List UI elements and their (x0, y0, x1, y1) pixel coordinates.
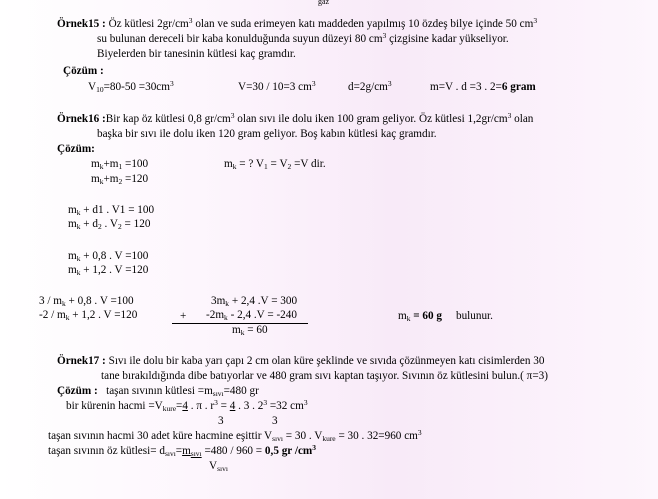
ex15-volume-one: V=30 / 10=3 $cm^3$ (238, 79, 316, 93)
ex16-expr4: $m_k + 1,2$ . V =120 (68, 264, 149, 277)
ex16-final-answer: $m_k = 60$ g bulunur. (398, 310, 493, 323)
ex15-solution-label: Çözüm : (63, 65, 104, 77)
ex15-question-line1: Örnek15 : Öz kütlesi $2gr/cm^3$ olan ve suda erimeyen katı maddeden yapılmış 10 özdeş bilye içinde 50 $cm^3$ (57, 16, 538, 30)
ex17-solution-line4: taşan sıvının öz kütlesi= $d_{sıvı}=m_{sıvı} =480 / 960 = 0,5$ gr $/cm^3$ (48, 443, 317, 458)
ex17-label: Örnek17 : (57, 355, 106, 367)
ex16-eq-line2: $m_k+m_2 =120$ (91, 173, 149, 186)
top-fragment: gaz (318, 0, 330, 6)
ex16-expr1: $m_k + d1$ . V1 = 100 (68, 204, 155, 217)
ex17-solution-line2: bir kürenin hacmi $=V_{kure}=4$ . π . $r^3 = 4$ . 3 . $2^3 =32$ $cm^3$ (66, 398, 308, 413)
ex15-question-line3: Biyelerden bir tanesinin kütlesi kaç gramdır. (97, 48, 296, 60)
ex15-solution-line: $V_{10}=80-50 =30cm^3$ (88, 79, 174, 94)
ex15-question-line2: su bulunan dereceli bir kaba konulduğunda suyun düzeyi 80 $cm^3$ çizgisine kadar yükseliyor. (97, 31, 509, 45)
ex17-solution-line3: taşan sıvının hacmi 30 adet küre hacmine eşittir $V_{sıvı} = 30$ . $V_{kure} = 30$ . 32=960 $cm^3$ (48, 428, 422, 443)
ex17-solution-line1: Çözüm : taşan sıvının kütlesi $=m_{sıvı}=480$ gr (57, 385, 259, 398)
ex16-plus-sign: + (180, 310, 187, 322)
ex16-sum-line2: $-2m_k - 2,4$ .V = -240 (206, 309, 297, 322)
ex17-denominator-1: 3 (218, 415, 224, 427)
ex16-sum-line1: $3m_k + 2,4$ .V = 300 (211, 295, 298, 308)
ex17-denominator-v: $V_{sıvı}$ (209, 460, 228, 473)
ex15-label: Örnek15 : (57, 18, 106, 30)
ex16-question-line2: başka bir sıvı ile dolu iken 120 gram geliyor. Boş kabın kütlesi kaç gramdır. (97, 128, 437, 140)
ex16-expr3: $m_k + 0,8$ . V =100 (68, 250, 149, 263)
ex17-question-line1: Örnek17 : Sıvı ile dolu bir kaba yarı çapı 2 cm olan küre şeklinde ve sıvıda çözünmeyen katı cisimlerden 30 (57, 355, 545, 367)
ex15-density: $d=2g/cm^3$ (348, 79, 392, 93)
ex17-denominator-2: 3 (272, 415, 278, 427)
ex16-solution-label: Çözüm: (57, 143, 95, 155)
ex15-mass-result: m=V . d =3 . 2=6 gram (430, 81, 536, 93)
ex16-label: Örnek16 : (57, 113, 106, 125)
ex16-expr2: $m_k + d_2$ . $V_2 = 120$ (68, 218, 151, 231)
ex16-eq-line1: $m_k+m_1 =100$ (91, 158, 149, 171)
ex16-system-line2: $-2 / m_k + 1,2$ . V =120 (39, 309, 138, 322)
ex16-question-line1: Örnek16 :Bir kap öz kütlesi 0,8 $gr/cm^3$ olan sıvı ile dolu iken 100 gram geliyor. Öz kütlesi $1,2gr/cm^3$ olan (57, 111, 534, 125)
ex16-system-line1: $3 / m_k + 0,8$ . V =100 (39, 295, 134, 308)
ex16-given: $m_k$ = ? $V_1 = V_2 =V$ dir. (224, 158, 326, 171)
ex17-question-line2: tane bırakıldığında dibe batıyorlar ve 480 gram sıvı kaptan taşıyor. Sıvının öz kütlesini bulun.( π=3) (101, 370, 548, 382)
ex16-sum-result: $m_k = 60$ (232, 324, 268, 337)
